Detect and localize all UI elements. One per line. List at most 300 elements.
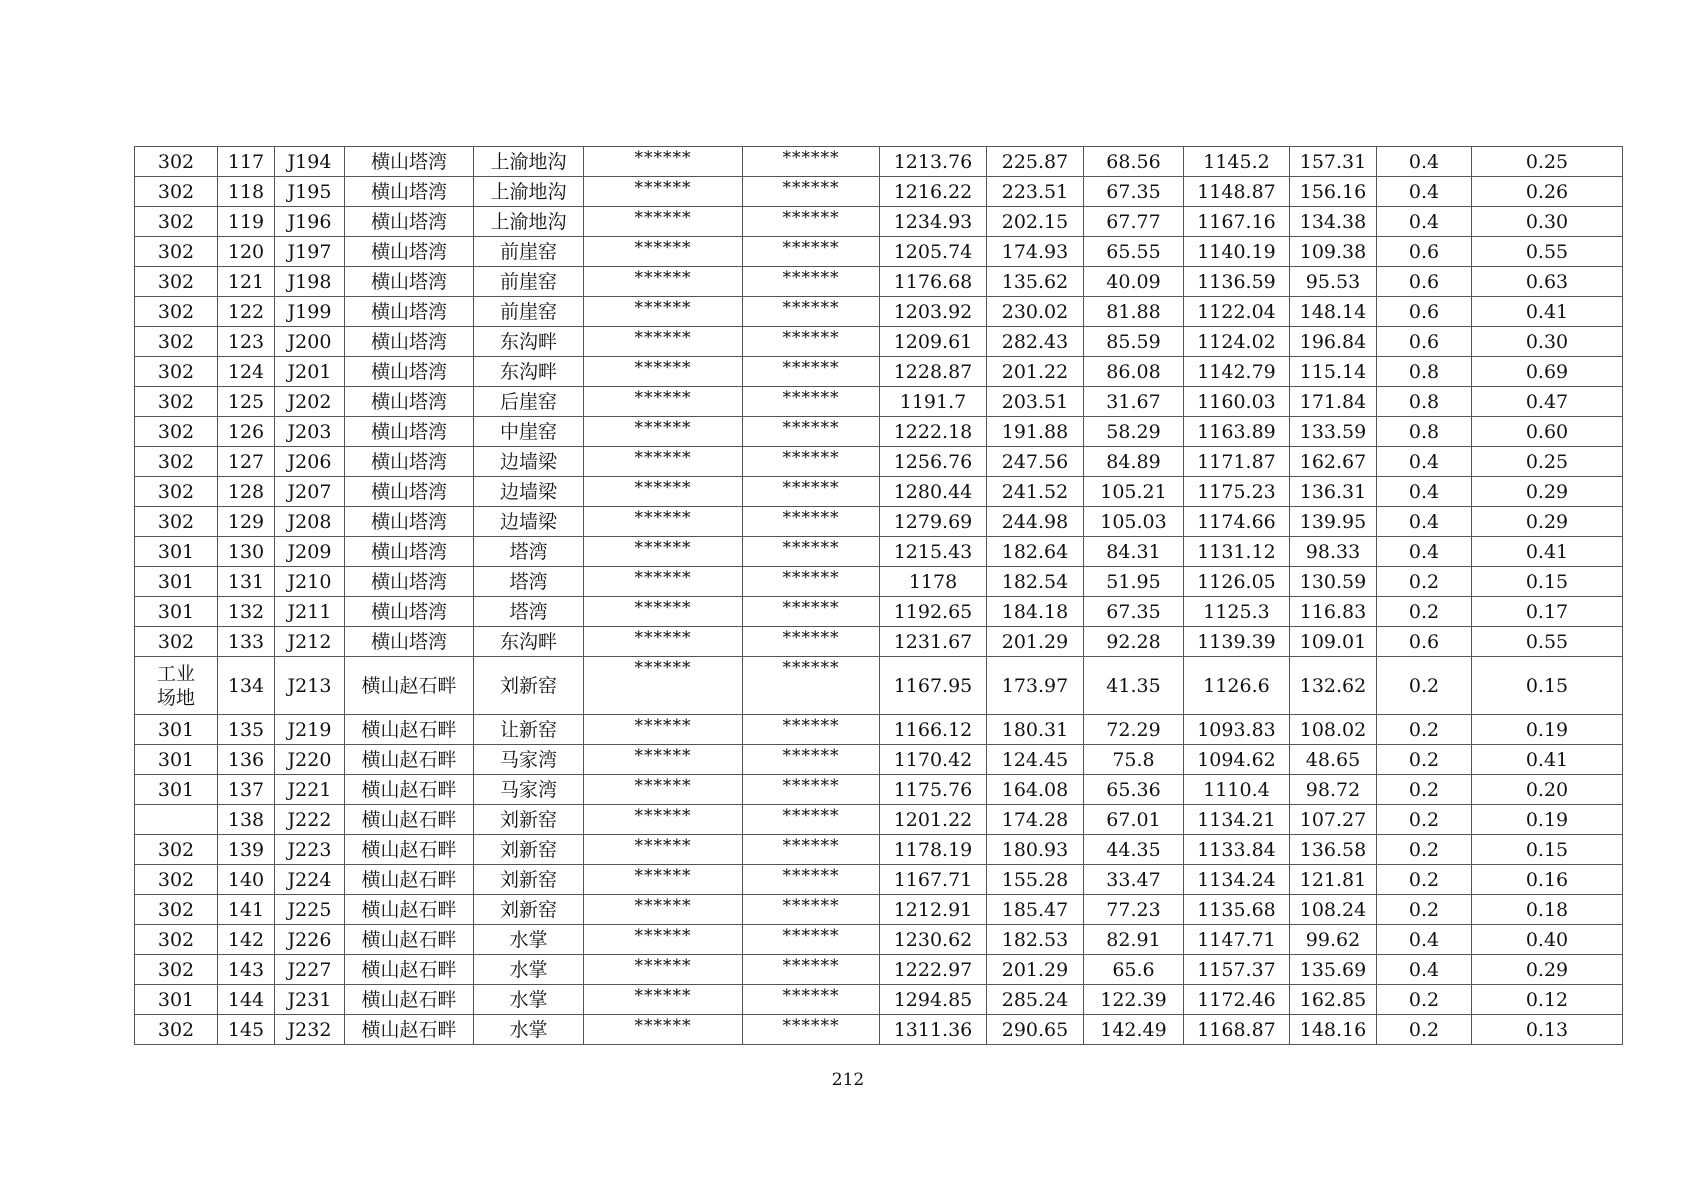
table-cell: 122 <box>218 297 275 327</box>
table-cell: 后崖窑 <box>474 387 584 417</box>
table-cell: 302 <box>135 207 218 237</box>
table-cell: 282.43 <box>987 327 1084 357</box>
table-cell: ****** <box>584 537 743 567</box>
table-cell: 40.09 <box>1084 267 1184 297</box>
table-cell: 1170.42 <box>880 745 987 775</box>
table-cell: 1212.91 <box>880 895 987 925</box>
table-cell: 横山塔湾 <box>345 147 474 177</box>
table-cell: J232 <box>275 1015 345 1045</box>
table-cell: 95.53 <box>1290 267 1377 297</box>
table-row <box>135 237 1623 267</box>
table-cell: 让新窑 <box>474 715 584 745</box>
table-cell: 105.21 <box>1084 477 1184 507</box>
table-cell: 1142.79 <box>1184 357 1290 387</box>
table-cell: 1213.76 <box>880 147 987 177</box>
table-row <box>135 657 1623 715</box>
table-cell: 1168.87 <box>1184 1015 1290 1045</box>
table-cell: 98.72 <box>1290 775 1377 805</box>
table-cell: J200 <box>275 327 345 357</box>
table-cell: 115.14 <box>1290 357 1377 387</box>
table-cell: 横山塔湾 <box>345 447 474 477</box>
table-cell: 135.69 <box>1290 955 1377 985</box>
table-cell: 130 <box>218 537 275 567</box>
table-cell: 1145.2 <box>1184 147 1290 177</box>
table-cell: ****** <box>743 267 880 297</box>
table-cell: ****** <box>743 955 880 985</box>
table-cell: ****** <box>743 865 880 895</box>
table-row <box>135 267 1623 297</box>
table-cell: ****** <box>584 177 743 207</box>
table-cell: 1140.19 <box>1184 237 1290 267</box>
table-row <box>135 745 1623 775</box>
table-cell: 横山赵石畔 <box>345 835 474 865</box>
table-cell: ****** <box>743 715 880 745</box>
table-cell: 0.4 <box>1377 177 1472 207</box>
table-cell: 横山赵石畔 <box>345 955 474 985</box>
table-cell: ****** <box>743 835 880 865</box>
table-cell: 139 <box>218 835 275 865</box>
table-cell: 302 <box>135 955 218 985</box>
table-cell: 1134.21 <box>1184 805 1290 835</box>
table-cell: 244.98 <box>987 507 1084 537</box>
table-row <box>135 627 1623 657</box>
table-cell: 67.01 <box>1084 805 1184 835</box>
table-cell: 171.84 <box>1290 387 1377 417</box>
table-cell: 1093.83 <box>1184 715 1290 745</box>
table-cell: 33.47 <box>1084 865 1184 895</box>
table-cell: 136.58 <box>1290 835 1377 865</box>
table-cell: ****** <box>743 357 880 387</box>
table-cell: 1163.89 <box>1184 417 1290 447</box>
table-cell: 77.23 <box>1084 895 1184 925</box>
table-cell: 301 <box>135 567 218 597</box>
table-row <box>135 537 1623 567</box>
table-cell: 134.38 <box>1290 207 1377 237</box>
table-cell: J201 <box>275 357 345 387</box>
table-cell: 182.54 <box>987 567 1084 597</box>
table-cell: 1230.62 <box>880 925 987 955</box>
table-row <box>135 925 1623 955</box>
table-cell: 1279.69 <box>880 507 987 537</box>
table-cell: 201.29 <box>987 627 1084 657</box>
table-cell: 122.39 <box>1084 985 1184 1015</box>
table-cell: 108.24 <box>1290 895 1377 925</box>
table-cell: 92.28 <box>1084 627 1184 657</box>
table-cell: 123 <box>218 327 275 357</box>
table-cell: 162.67 <box>1290 447 1377 477</box>
table-cell: 140 <box>218 865 275 895</box>
table-cell: 上渝地沟 <box>474 147 584 177</box>
table-cell: 1172.46 <box>1184 985 1290 1015</box>
table-cell: 65.6 <box>1084 955 1184 985</box>
table-cell: 横山塔湾 <box>345 327 474 357</box>
table-cell: 横山塔湾 <box>345 537 474 567</box>
table-cell: 水掌 <box>474 985 584 1015</box>
table-cell: 1191.7 <box>880 387 987 417</box>
table-cell: 290.65 <box>987 1015 1084 1045</box>
table-cell: 99.62 <box>1290 925 1377 955</box>
table-cell: 148.14 <box>1290 297 1377 327</box>
table-cell: 120 <box>218 237 275 267</box>
table-cell: 132.62 <box>1290 657 1377 715</box>
table-cell: 1175.76 <box>880 775 987 805</box>
table-cell: 0.4 <box>1377 925 1472 955</box>
table-cell: ****** <box>743 297 880 327</box>
table-cell: ****** <box>743 237 880 267</box>
table-cell: 41.35 <box>1084 657 1184 715</box>
table-cell: 65.55 <box>1084 237 1184 267</box>
table-cell: 1216.22 <box>880 177 987 207</box>
table-cell: 横山塔湾 <box>345 597 474 627</box>
table-cell: 58.29 <box>1084 417 1184 447</box>
table-cell: 124.45 <box>987 745 1084 775</box>
table-cell: ****** <box>584 627 743 657</box>
table-cell: 67.35 <box>1084 177 1184 207</box>
table-cell: 117 <box>218 147 275 177</box>
table-cell: 1148.87 <box>1184 177 1290 207</box>
table-row <box>135 327 1623 357</box>
table-cell: 141 <box>218 895 275 925</box>
table-cell: ****** <box>743 1015 880 1045</box>
table-cell: 182.53 <box>987 925 1084 955</box>
table-cell: 108.02 <box>1290 715 1377 745</box>
table-cell: 145 <box>218 1015 275 1045</box>
table-cell: 水掌 <box>474 955 584 985</box>
table-cell: 0.18 <box>1472 895 1623 925</box>
table-cell: 0.29 <box>1472 477 1623 507</box>
table-cell: 1094.62 <box>1184 745 1290 775</box>
table-cell: J224 <box>275 865 345 895</box>
table-cell: 0.55 <box>1472 237 1623 267</box>
table-cell: ****** <box>584 955 743 985</box>
table-cell: 横山塔湾 <box>345 387 474 417</box>
table-cell: 横山塔湾 <box>345 507 474 537</box>
table-cell: J206 <box>275 447 345 477</box>
table-cell: 301 <box>135 537 218 567</box>
table-cell: 0.13 <box>1472 1015 1623 1045</box>
table-cell: 1228.87 <box>880 357 987 387</box>
table-cell: 0.8 <box>1377 417 1472 447</box>
table-row <box>135 1015 1623 1045</box>
table-cell: 84.89 <box>1084 447 1184 477</box>
table-cell: 139.95 <box>1290 507 1377 537</box>
table-cell: 上渝地沟 <box>474 207 584 237</box>
table-cell: 0.55 <box>1472 627 1623 657</box>
table-cell: 1157.37 <box>1184 955 1290 985</box>
table-cell: J208 <box>275 507 345 537</box>
table-cell: 180.93 <box>987 835 1084 865</box>
table-cell: 133 <box>218 627 275 657</box>
table-cell: ****** <box>584 447 743 477</box>
table-cell: 0.2 <box>1377 985 1472 1015</box>
table-cell: 0.25 <box>1472 447 1623 477</box>
table-cell: ****** <box>743 627 880 657</box>
table-cell: J219 <box>275 715 345 745</box>
table-row <box>135 387 1623 417</box>
table-cell: 142.49 <box>1084 1015 1184 1045</box>
table-cell: 302 <box>135 297 218 327</box>
table-cell: ****** <box>584 297 743 327</box>
table-cell: J225 <box>275 895 345 925</box>
table-cell: 203.51 <box>987 387 1084 417</box>
table-row <box>135 805 1623 835</box>
table-cell: ****** <box>743 805 880 835</box>
table-cell: 302 <box>135 327 218 357</box>
table-cell: 1126.05 <box>1184 567 1290 597</box>
table-row <box>135 177 1623 207</box>
table-cell: 124 <box>218 357 275 387</box>
table-cell: 0.4 <box>1377 537 1472 567</box>
table-cell: 155.28 <box>987 865 1084 895</box>
table-cell: 0.4 <box>1377 207 1472 237</box>
table-cell: 东沟畔 <box>474 327 584 357</box>
table-cell: ****** <box>584 237 743 267</box>
table-cell: 125 <box>218 387 275 417</box>
table-cell: 0.16 <box>1472 865 1623 895</box>
table-cell: J231 <box>275 985 345 1015</box>
table-cell: 0.6 <box>1377 237 1472 267</box>
table-cell: ****** <box>584 417 743 447</box>
table-cell: 109.01 <box>1290 627 1377 657</box>
table-cell: ****** <box>743 567 880 597</box>
table-cell: J222 <box>275 805 345 835</box>
table-cell: 横山塔湾 <box>345 267 474 297</box>
table-cell: 119 <box>218 207 275 237</box>
table-cell: 0.4 <box>1377 447 1472 477</box>
table-cell: 0.30 <box>1472 327 1623 357</box>
table-cell: 横山赵石畔 <box>345 865 474 895</box>
table-row <box>135 955 1623 985</box>
table-cell: 302 <box>135 237 218 267</box>
table-cell: 横山赵石畔 <box>345 745 474 775</box>
table-cell: 0.60 <box>1472 417 1623 447</box>
table-cell: 1231.67 <box>880 627 987 657</box>
table-cell: 1176.68 <box>880 267 987 297</box>
table-cell: ****** <box>584 985 743 1015</box>
table-cell: 0.40 <box>1472 925 1623 955</box>
table-cell: 横山塔湾 <box>345 357 474 387</box>
table-cell: 1222.97 <box>880 955 987 985</box>
table-row <box>135 477 1623 507</box>
table-cell: 185.47 <box>987 895 1084 925</box>
table-cell: 302 <box>135 1015 218 1045</box>
table-row <box>135 417 1623 447</box>
table-cell: 横山赵石畔 <box>345 925 474 955</box>
table-cell: ****** <box>743 177 880 207</box>
table-cell: ****** <box>584 477 743 507</box>
table-cell: ****** <box>743 507 880 537</box>
table-cell: 0.2 <box>1377 745 1472 775</box>
table-cell: J223 <box>275 835 345 865</box>
table-cell: 0.26 <box>1472 177 1623 207</box>
table-cell: 201.29 <box>987 955 1084 985</box>
table-cell: ****** <box>743 417 880 447</box>
table-cell: 0.30 <box>1472 207 1623 237</box>
table-cell: 301 <box>135 775 218 805</box>
table-cell: 1124.02 <box>1184 327 1290 357</box>
table-cell: J210 <box>275 567 345 597</box>
table-cell: 1201.22 <box>880 805 987 835</box>
table-cell: 0.2 <box>1377 835 1472 865</box>
table-cell: 0.2 <box>1377 895 1472 925</box>
table-cell: 127 <box>218 447 275 477</box>
table-cell: 223.51 <box>987 177 1084 207</box>
table-cell: 0.2 <box>1377 597 1472 627</box>
table-cell: 1294.85 <box>880 985 987 1015</box>
table-cell: 横山塔湾 <box>345 237 474 267</box>
table-row <box>135 297 1623 327</box>
table-cell: 75.8 <box>1084 745 1184 775</box>
table-row <box>135 895 1623 925</box>
table-cell: ****** <box>743 477 880 507</box>
table-cell: 0.8 <box>1377 387 1472 417</box>
table-cell: 44.35 <box>1084 835 1184 865</box>
table-cell: 横山赵石畔 <box>345 895 474 925</box>
table-cell: ****** <box>584 147 743 177</box>
table-cell: 刘新窑 <box>474 835 584 865</box>
table-cell: 0.12 <box>1472 985 1623 1015</box>
table-cell: 边墙梁 <box>474 447 584 477</box>
table-cell: 前崖窑 <box>474 267 584 297</box>
table-cell: 0.2 <box>1377 1015 1472 1045</box>
table-cell: 184.18 <box>987 597 1084 627</box>
table-cell: 84.31 <box>1084 537 1184 567</box>
table-cell: 横山塔湾 <box>345 477 474 507</box>
table-cell: 301 <box>135 985 218 1015</box>
table-cell: 1166.12 <box>880 715 987 745</box>
table-row <box>135 567 1623 597</box>
table-cell: 0.15 <box>1472 657 1623 715</box>
table-cell: 0.47 <box>1472 387 1623 417</box>
table-cell: 0.17 <box>1472 597 1623 627</box>
table-cell: 98.33 <box>1290 537 1377 567</box>
table-cell: 86.08 <box>1084 357 1184 387</box>
table-cell: ****** <box>743 895 880 925</box>
table-cell: 边墙梁 <box>474 507 584 537</box>
table-cell: 0.6 <box>1377 627 1472 657</box>
table-cell: 0.8 <box>1377 357 1472 387</box>
table-cell: ****** <box>584 327 743 357</box>
table-cell: 1126.6 <box>1184 657 1290 715</box>
table-cell: J207 <box>275 477 345 507</box>
table-cell: 0.25 <box>1472 147 1623 177</box>
table-cell: 水掌 <box>474 1015 584 1045</box>
table-cell: ****** <box>743 207 880 237</box>
table-cell: 1209.61 <box>880 327 987 357</box>
table-cell: 130.59 <box>1290 567 1377 597</box>
table-row <box>135 147 1623 177</box>
table-cell: 302 <box>135 267 218 297</box>
table-cell: 137 <box>218 775 275 805</box>
table-cell: 0.2 <box>1377 715 1472 745</box>
table-cell: 1311.36 <box>880 1015 987 1045</box>
table-cell: 前崖窑 <box>474 297 584 327</box>
table-cell: 285.24 <box>987 985 1084 1015</box>
table-cell: 0.2 <box>1377 865 1472 895</box>
table-cell: 0.2 <box>1377 775 1472 805</box>
table-cell: 塔湾 <box>474 597 584 627</box>
table-cell: 1135.68 <box>1184 895 1290 925</box>
table-cell: J211 <box>275 597 345 627</box>
table-cell: 1134.24 <box>1184 865 1290 895</box>
table-cell: 121.81 <box>1290 865 1377 895</box>
table-cell: 0.19 <box>1472 805 1623 835</box>
table-cell: 1122.04 <box>1184 297 1290 327</box>
table-cell: 121 <box>218 267 275 297</box>
table-row <box>135 507 1623 537</box>
table-cell: 0.41 <box>1472 537 1623 567</box>
table-cell: 301 <box>135 745 218 775</box>
table-cell: ****** <box>743 925 880 955</box>
table-cell: ****** <box>743 657 880 715</box>
table-cell: 1234.93 <box>880 207 987 237</box>
table-cell: ****** <box>743 775 880 805</box>
table-cell: 刘新窑 <box>474 895 584 925</box>
table-cell: 81.88 <box>1084 297 1184 327</box>
table-cell: 138 <box>218 805 275 835</box>
table-cell: J199 <box>275 297 345 327</box>
table-cell: 0.41 <box>1472 297 1623 327</box>
table-cell: ****** <box>743 387 880 417</box>
table-cell: 0.2 <box>1377 805 1472 835</box>
table-cell: 1125.3 <box>1184 597 1290 627</box>
table-cell: 182.64 <box>987 537 1084 567</box>
table-cell: 135.62 <box>987 267 1084 297</box>
table-cell: 144 <box>218 985 275 1015</box>
table-cell: 116.83 <box>1290 597 1377 627</box>
table-cell: 东沟畔 <box>474 357 584 387</box>
table-cell: 302 <box>135 147 218 177</box>
table-cell: 0.29 <box>1472 507 1623 537</box>
table-cell: ****** <box>584 1015 743 1045</box>
table-cell: 302 <box>135 865 218 895</box>
table-cell: 横山塔湾 <box>345 297 474 327</box>
table-cell: 196.84 <box>1290 327 1377 357</box>
table-cell: ****** <box>584 865 743 895</box>
table-cell: 174.28 <box>987 805 1084 835</box>
table-cell: 109.38 <box>1290 237 1377 267</box>
table-cell: 156.16 <box>1290 177 1377 207</box>
table-cell: 51.95 <box>1084 567 1184 597</box>
table-cell: 横山塔湾 <box>345 627 474 657</box>
table-cell: 241.52 <box>987 477 1084 507</box>
table-cell: 塔湾 <box>474 537 584 567</box>
table-cell: J212 <box>275 627 345 657</box>
table-cell: 横山塔湾 <box>345 207 474 237</box>
table-cell: 0.4 <box>1377 507 1472 537</box>
table-cell: 1131.12 <box>1184 537 1290 567</box>
table-cell: 133.59 <box>1290 417 1377 447</box>
table-cell: 67.35 <box>1084 597 1184 627</box>
table-cell: 302 <box>135 895 218 925</box>
table-cell: 201.22 <box>987 357 1084 387</box>
table-cell: 0.4 <box>1377 955 1472 985</box>
table-cell: ****** <box>584 387 743 417</box>
table-cell: 1215.43 <box>880 537 987 567</box>
table-cell: J221 <box>275 775 345 805</box>
table-cell: 1256.76 <box>880 447 987 477</box>
table-cell: 0.69 <box>1472 357 1623 387</box>
table-row <box>135 985 1623 1015</box>
table-cell: 67.77 <box>1084 207 1184 237</box>
table-cell: 1147.71 <box>1184 925 1290 955</box>
table-row <box>135 715 1623 745</box>
table-cell: 118 <box>218 177 275 207</box>
table-cell: 0.41 <box>1472 745 1623 775</box>
table-cell: 180.31 <box>987 715 1084 745</box>
table-cell: 65.36 <box>1084 775 1184 805</box>
table-cell: 0.63 <box>1472 267 1623 297</box>
